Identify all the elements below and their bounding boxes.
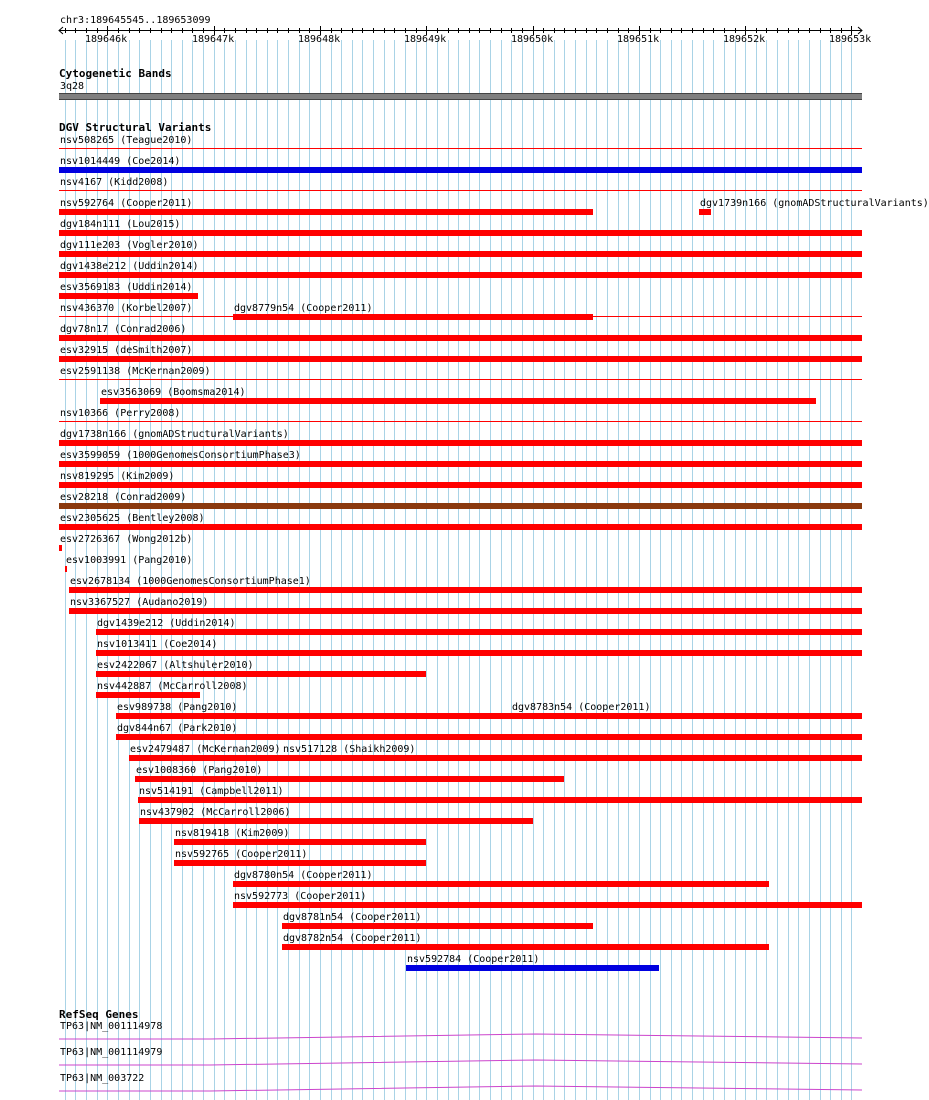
dgv-feature-bar[interactable]: [406, 965, 659, 971]
refseq-gene-line: [59, 1086, 862, 1091]
ruler-tick-label: 189648k: [298, 34, 341, 45]
dgv-feature-bar[interactable]: [174, 839, 426, 845]
refseq-gene-line: [59, 1060, 862, 1065]
dgv-feature-line[interactable]: [59, 316, 862, 317]
dgv-feature-bar[interactable]: [59, 482, 862, 488]
dgv-feature-bar[interactable]: [96, 692, 200, 698]
dgv-feature-label: esv3569183 (Uddin2014): [60, 282, 193, 293]
refseq-gene-intron[interactable]: [0, 1029, 890, 1043]
dgv-feature-bar[interactable]: [282, 944, 769, 950]
dgv-feature-label: nsv514191 (Campbell2011): [139, 786, 284, 797]
dgv-feature-bar[interactable]: [59, 335, 862, 341]
dgv-feature-bar[interactable]: [59, 356, 862, 362]
dgv-feature-label: esv989738 (Pang2010): [117, 702, 238, 713]
dgv-feature-label: dgv8782n54 (Cooper2011): [283, 933, 422, 944]
dgv-feature-bar[interactable]: [59, 167, 862, 173]
dgv-feature-bar[interactable]: [233, 314, 593, 320]
dgv-feature-bar[interactable]: [282, 923, 593, 929]
refseq-gene-label: TP63|NM_001114978: [60, 1021, 163, 1032]
dgv-feature-label: dgv844n67 (Park2010): [117, 723, 238, 734]
dgv-feature-bar[interactable]: [96, 629, 862, 635]
dgv-feature-label: nsv3367527 (Audano2019): [70, 597, 209, 608]
dgv-feature-bar[interactable]: [59, 272, 862, 278]
dgv-feature-label: esv3599059 (1000GenomesConsortiumPhase3): [60, 450, 301, 461]
dgv-feature-bar[interactable]: [138, 797, 862, 803]
ruler-tick-label: 189646k: [85, 34, 128, 45]
dgv-feature-bar[interactable]: [233, 881, 769, 887]
dgv-feature-bar[interactable]: [135, 776, 564, 782]
dgv-feature-bar[interactable]: [59, 230, 862, 236]
dgv-feature-label: nsv10366 (Perry2008): [60, 408, 181, 419]
dgv-feature-label: esv2678134 (1000GenomesConsortiumPhase1): [70, 576, 311, 587]
ruler-location: chr3:189645545..189653099: [60, 15, 211, 26]
dgv-feature-line[interactable]: [59, 148, 862, 149]
refseq-gene-label: TP63|NM_003722: [60, 1073, 145, 1084]
dgv-feature-label: esv1008360 (Pang2010): [136, 765, 263, 776]
dgv-feature-label: dgv1738n166 (gnomADStructuralVariants): [60, 429, 289, 440]
dgv-feature-bar[interactable]: [174, 860, 426, 866]
dgv-feature-label: dgv1739n166 (gnomADStructuralVariants): [700, 198, 929, 209]
dgv-feature-line[interactable]: [59, 421, 862, 422]
dgv-feature-label: nsv517128 (Shaikh2009): [283, 744, 416, 755]
dgv-feature-bar[interactable]: [59, 440, 862, 446]
dgv-feature-label: dgv111e203 (Vogler2010): [60, 240, 199, 251]
dgv-feature-label: nsv592784 (Cooper2011): [407, 954, 540, 965]
dgv-feature-bar[interactable]: [69, 587, 862, 593]
dgv-feature-label: esv2726367 (Wong2012b): [60, 534, 193, 545]
refseq-gene-intron[interactable]: [0, 1055, 890, 1069]
dgv-feature-bar[interactable]: [100, 398, 816, 404]
ruler-tick-label: 189647k: [192, 34, 235, 45]
dgv-feature-label: dgv8783n54 (Cooper2011): [512, 702, 651, 713]
dgv-feature-bar[interactable]: [96, 650, 862, 656]
dgv-feature-bar[interactable]: [59, 293, 198, 299]
dgv-feature-bar[interactable]: [59, 461, 862, 467]
dgv-feature-label: dgv184n111 (Lou2015): [60, 219, 181, 230]
dgv-feature-label: nsv592764 (Cooper2011): [60, 198, 193, 209]
dgv-feature-label: nsv442887 (McCarroll2008): [97, 681, 248, 692]
dgv-feature-bar[interactable]: [139, 818, 533, 824]
cytoband-track-title: Cytogenetic Bands: [59, 67, 172, 80]
dgv-feature-label: nsv1013411 (Coe2014): [97, 639, 218, 650]
dgv-feature-bar[interactable]: [59, 209, 593, 215]
cytoband-label: 3q28: [60, 81, 85, 92]
dgv-feature-label: nsv4167 (Kidd2008): [60, 177, 169, 188]
dgv-feature-label: esv2305625 (Bentley2008): [60, 513, 205, 524]
dgv-feature-label: dgv8780n54 (Cooper2011): [234, 870, 373, 881]
dgv-feature-label: esv2479487 (McKernan2009): [130, 744, 281, 755]
dgv-track-title: DGV Structural Variants: [59, 121, 212, 134]
dgv-feature-bar[interactable]: [65, 566, 67, 572]
refseq-gene-intron[interactable]: [0, 1081, 890, 1095]
dgv-feature-label: esv1003991 (Pang2010): [66, 555, 193, 566]
refseq-gene-label: TP63|NM_001114979: [60, 1047, 163, 1058]
dgv-feature-label: esv3563069 (Boomsma2014): [101, 387, 246, 398]
dgv-feature-bar[interactable]: [59, 524, 862, 530]
dgv-feature-label: nsv592773 (Cooper2011): [234, 891, 367, 902]
ruler-tick-label: 189653k: [829, 34, 872, 45]
dgv-feature-label: nsv508265 (Teague2010): [60, 135, 193, 146]
dgv-feature-label: nsv592765 (Cooper2011): [175, 849, 308, 860]
dgv-feature-bar[interactable]: [129, 755, 862, 761]
refseq-track-title: RefSeq Genes: [59, 1008, 139, 1021]
dgv-feature-label: esv2591138 (McKernan2009): [60, 366, 211, 377]
dgv-feature-label: nsv819418 (Kim2009): [175, 828, 290, 839]
dgv-feature-bar[interactable]: [116, 734, 862, 740]
dgv-feature-bar[interactable]: [116, 713, 862, 719]
dgv-feature-bar[interactable]: [59, 251, 862, 257]
dgv-feature-label: dgv78n17 (Conrad2006): [60, 324, 187, 335]
dgv-feature-label: dgv8779n54 (Cooper2011): [234, 303, 373, 314]
dgv-feature-bar[interactable]: [59, 545, 62, 551]
cytoband-bar[interactable]: [59, 93, 862, 100]
dgv-feature-label: esv2422067 (Altshuler2010): [97, 660, 254, 671]
dgv-feature-label: nsv819295 (Kim2009): [60, 471, 175, 482]
dgv-feature-label: dgv1438e212 (Uddin2014): [60, 261, 199, 272]
dgv-feature-bar[interactable]: [699, 209, 711, 215]
ruler-tick-label: 189652k: [723, 34, 766, 45]
dgv-feature-label: esv28218 (Conrad2009): [60, 492, 187, 503]
ruler-axis-svg: [0, 0, 890, 60]
dgv-feature-line[interactable]: [59, 190, 862, 191]
dgv-feature-line[interactable]: [59, 379, 862, 380]
dgv-feature-label: dgv1439e212 (Uddin2014): [97, 618, 236, 629]
refseq-gene-line: [59, 1034, 862, 1039]
dgv-feature-label: nsv437902 (McCarroll2006): [140, 807, 291, 818]
dgv-feature-bar[interactable]: [59, 503, 862, 509]
dgv-feature-bar[interactable]: [233, 902, 862, 908]
dgv-feature-label: esv32915 (deSmith2007): [60, 345, 193, 356]
dgv-feature-bar[interactable]: [69, 608, 862, 614]
ruler-tick-label: 189649k: [404, 34, 447, 45]
dgv-feature-label: nsv1014449 (Coe2014): [60, 156, 181, 167]
dgv-feature-label: dgv8781n54 (Cooper2011): [283, 912, 422, 923]
dgv-feature-bar[interactable]: [96, 671, 426, 677]
dgv-feature-label: nsv436370 (Korbel2007): [60, 303, 193, 314]
ruler-tick-label: 189650k: [511, 34, 554, 45]
ruler-tick-label: 189651k: [617, 34, 660, 45]
